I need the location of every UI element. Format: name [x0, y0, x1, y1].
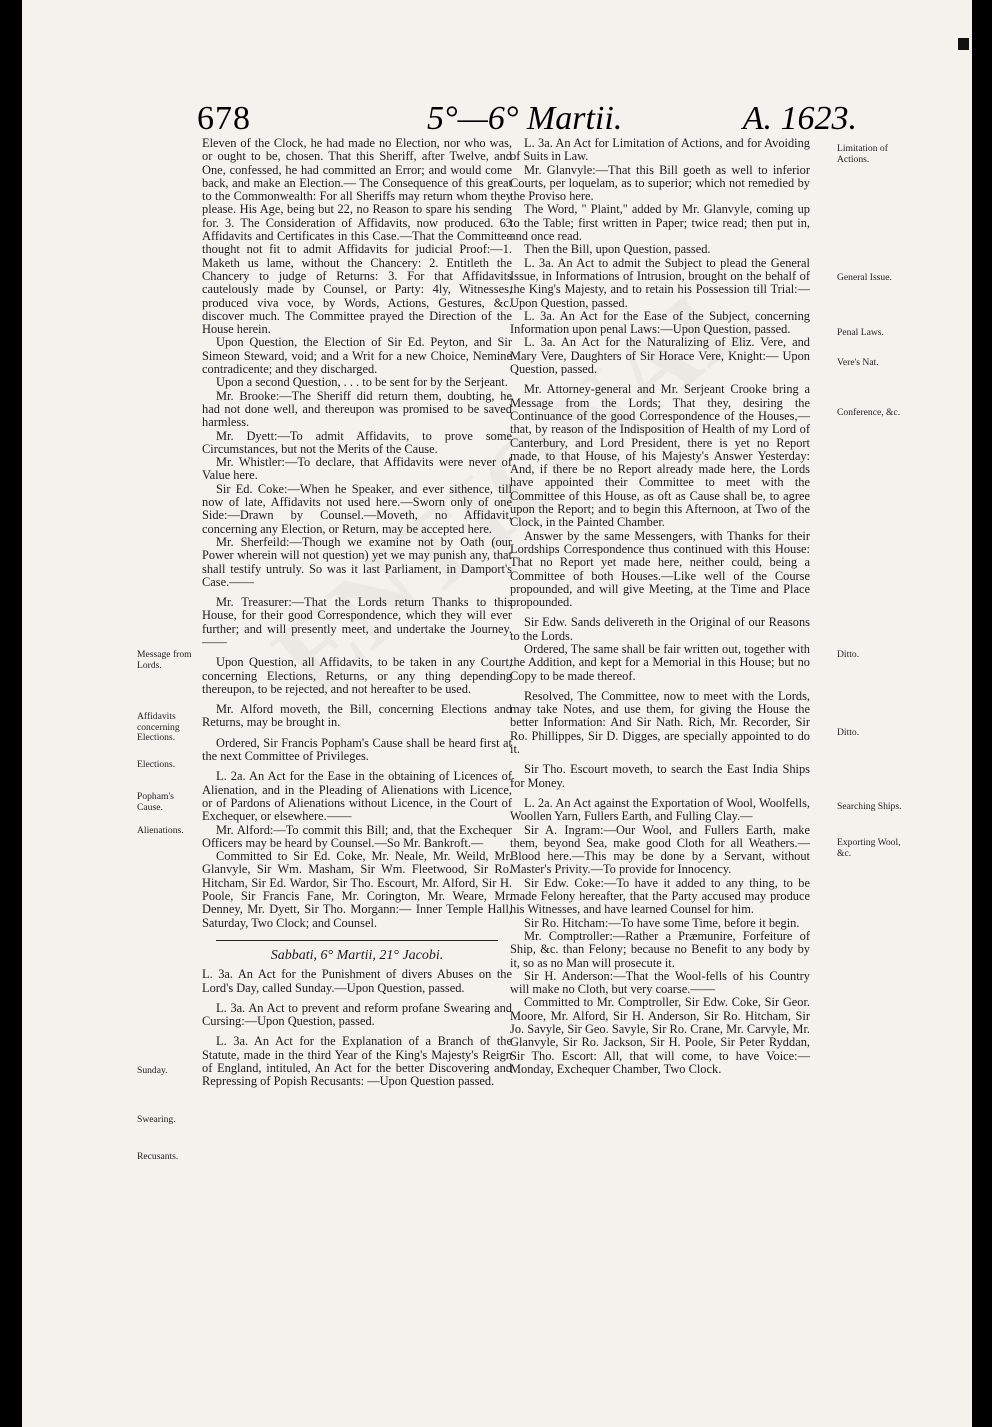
paragraph: L. 2a. An Act for the Ease in the obtaining of Licences of Alienation, and in the Pleading of Alienations with Licence, or of Pardons of Alienations without Licence, in the Court of Exchequer, or elsewhere.——: [202, 769, 512, 824]
paragraph: Then the Bill, upon Question, passed.: [524, 242, 711, 257]
paragraph: Sir Tho. Escourt moveth, to search the East India Ships for Money.: [510, 762, 810, 790]
paragraph: Mr. Glanvyle:—That this Bill goeth as well to inferior Courts, per loquelam, as to superior; which not remedied by the Proviso here.: [510, 162, 810, 204]
paragraph: Mr. Comptroller:—Rather a Præmunire, Forfeiture of Ship, &c. than Felony; because no Benefit to any body by it, so as no Man will prosecute it.: [510, 928, 810, 970]
paragraph: Mr. Alford moveth, the Bill, concerning Elections and Returns, may be brought in.: [202, 702, 512, 730]
paragraph: Sir Edw. Sands delivereth in the Original of our Reasons to the Lords.: [510, 615, 810, 643]
paragraph: L. 3a. An Act for the Explanation of a Branch of the Statute, made in the third Year of the King's Majesty's Reign of England, intituled, An Act for the better Discovering and Repressing of Popish Recusants: —Upon Question passed.: [202, 1034, 512, 1089]
margin-note: Recusants.: [137, 1151, 179, 1162]
margin-note: Alienations.: [137, 825, 184, 836]
margin-note: Penal Laws.: [837, 327, 884, 338]
paragraph: Upon Question, the Election of Sir Ed. Peyton, and Sir Simeon Steward, void; and a Writ for a new Choice, Nemine contradicente; and they discharged.: [202, 335, 512, 377]
margin-note: Exporting Wool, &c.: [837, 837, 901, 859]
margin-note: Affidavits concerning Elections.: [137, 711, 180, 743]
paragraph: Upon Question, all Affidavits, to be taken in any Court, concerning Elections, Returns, or any thing depending thereupon, to be rejected, and not hereafter to be used.: [202, 655, 512, 696]
paragraph: Sir Edw. Coke:—To have it added to any thing, to be made Felony hereafter, that the Party accused may produce his Witnesses, and have learned Counsel for him.: [510, 875, 810, 917]
margin-note: Ditto.: [837, 727, 860, 738]
binding-hole: [958, 38, 969, 50]
paragraph: Sir H. Anderson:—That the Wool-fells of his Country will make no Cloth, but very coarse.——: [510, 968, 810, 997]
margin-note: Message from Lords.: [137, 649, 192, 671]
paragraph: Mr. Whistler:—To declare, that Affidavits were never of Value here.: [202, 455, 512, 483]
paragraph: L. 2a. An Act against the Exportation of Wool, Woolfells, Woollen Yarn, Fullers Earth, and Fulling Clay.—: [510, 795, 810, 824]
paragraph: Sir Ro. Hitcham:—To have some Time, before it begin.: [524, 915, 800, 930]
paragraph: L. 3a. An Act for Limitation of Actions, and for Avoiding of Suits in Law.: [510, 136, 810, 164]
paragraph: Mr. Brooke:—The Sheriff did return them, doubting, he had not done well, and thereupon was promised to be saved harmless.: [202, 388, 512, 430]
paragraph: Mr. Dyett:—To admit Affidavits, to prove some Circumstances, but not the Merits of the Cause.: [202, 428, 512, 456]
paragraph: Ordered, The same shall be fair written out, together with the Addition, and kept for a Memorial in this House; but no Copy to be made thereof.: [510, 641, 810, 683]
paragraph: Committed to Sir Ed. Coke, Mr. Neale, Mr. Weild, Mr. Glanvyle, Sir Wm. Masham, Sir Wm. Fleetwood, Sir Ro. Hitcham, Sir Ed. Wardor, Sir Tho. Escourt, Mr. Alford, Sir H. Poole, Sir Francis Fane, Mr. Corington, Mr. Weare, Mr. Denney, Mr. Dyett, Sir Tho. Morgann:— Inner Temple Hall, Saturday, Two Clock; and Counsel.: [202, 849, 512, 930]
paragraph: Answer by the same Messengers, with Thanks for their Lordships Correspondence thus continued with this House: That no Report yet made here, neither could, being a Committee of both Houses.—Like well of the Course propounded, and will give Meeting, at the Time and Place propounded.: [510, 528, 810, 610]
paragraph: L. 3a. An Act to prevent and reform profane Swearing and Cursing:—Upon Question, passed.: [202, 1000, 512, 1029]
margin-note: Limitation of Actions.: [837, 143, 888, 165]
paragraph: The Word, " Plaint," added by Mr. Glanvyle, coming up to the Table; first written in Paper; twice read; then put in, and once read.: [510, 202, 810, 244]
page-number: 678: [197, 100, 251, 137]
paragraph: Sir Ed. Coke:—When he Speaker, and ever sithence, till now of late, Affidavits not used here.—Sworn only of one Side:—Drawn by Counsel.—Moveth, no Affidavit, concerning any Election, or Return, may be accepted here.: [202, 481, 512, 536]
paragraph: L. 3a. An Act to admit the Subject to plead the General Issue, in Informations of Intrusion, brought on the behalf of the King's Majesty, and to retain his Possession till Trial:—Upon Question, passed.: [510, 255, 810, 310]
margin-note: Searching Ships.: [837, 801, 902, 812]
paragraph: Eleven of the Clock, he had made no Election, nor who was, or ought to be, chosen. That this Sheriff, after Twelve, and One, confessed, he had committed an Error; and would come back, and make an Election.— The Consequence of this great to the Commonwealth: For all Sheriffs may return whom they please. His Age, being but 22, no Reason to spare his sending for. 3. The Consideration of Affidavits, now produced. 63 Affidavits and Certificates in this Case.—That the Committee thought not fit to admit Affidavits for judicial Proof:—1. Maketh us lame, without the Chancery: 2. Entitleth the Chancery to judge of Returns: 3. For that Affidavits cautelously made by Counsel, or Party: 4ly, Witnesses, produced viva voce, by Words, Actions, Gestures, &c. discover much. The Committee prayed the Direction of the House herein.: [202, 136, 512, 337]
margin-note: General Issue.: [837, 272, 892, 283]
margin-note: Conference, &c.: [837, 407, 901, 418]
right-column: [510, 137, 810, 1076]
paragraph: Sir A. Ingram:—Our Wool, and Fullers Earth, make them, beyond Sea, make good Cloth for all Weathers.— Blood here.—This may be done by a Servant, without Master's Privity.—To provide for Innocency.: [510, 822, 810, 877]
section-title: Sabbati, 6° Martii, 21° Jacobi.: [270, 947, 444, 963]
paragraph: Ordered, Sir Francis Popham's Cause shall be heard first at the next Committee of Privileges.: [202, 735, 512, 764]
margin-note: Swearing.: [137, 1114, 176, 1125]
paragraph: Mr. Treasurer:—That the Lords return Thanks to this House, for their good Correspondence, which they will ever further; and will presently meet, and undertake the Journey.——: [202, 595, 512, 649]
margin-note: Ditto.: [837, 649, 860, 660]
section-divider: [216, 940, 498, 941]
document-page: [22, 0, 972, 1427]
paragraph: Committed to Mr. Comptroller, Sir Edw. Coke, Sir Geor. Moore, Mr. Alford, Sir H. Anderson, Sir Ro. Hitcham, Sir Jo. Savyle, Sir Geo. Savyle, Sir Ro. Crane, Mr. Carvyle, Mr. Glanvyle, Sir Ro. Jackson, Sir H. Poole, Sir Peter Ryddan, Sir Tho. Escort: All, that will come, to have Voice:—Monday, Exchequer Chamber, Two Clock.: [510, 995, 810, 1076]
paragraph: L. 3a. An Act for the Ease of the Subject, concerning Information upon penal Laws:—Upon Question, passed.: [510, 308, 810, 337]
header-date: 5°—6° Martii.: [427, 100, 623, 137]
paragraph: Mr. Attorney-general and Mr. Serjeant Crooke bring a Message from the Lords; That they, desiring the Continuance of the good Correspondence of the Houses,— that, by reason of the Indisposition of Health of my Lord of Canterbury, and Lord President, there is yet no Report made, to that House, of his Majesty's Answer Yesterday: And, if there be no Report already made here, the Lords have appointed their Committee to meet with the Committee of this House, as oft as Cause shall be, to agree upon the Report; and to begin this Afternoon, at Two of the Clock, in the Painted Chamber.: [510, 382, 810, 530]
margin-note: Vere's Nat.: [837, 357, 879, 368]
margin-note: Popham's Cause.: [137, 791, 174, 813]
header-year: A. 1623.: [742, 100, 857, 137]
paragraph: L. 3a. An Act for the Punishment of divers Abuses on the Lord's Day, called Sunday.—Upon Question, passed.: [202, 967, 512, 995]
paragraph: Mr. Sherfeild:—Though we examine not by Oath (our Power wherein will not question) yet we may punish any, that shall testify untruly. So was it last Parliament, in Damport's Case.——: [202, 534, 512, 589]
margin-note: Sunday.: [137, 1065, 168, 1076]
paragraph: L. 3a. An Act for the Naturalizing of Eliz. Vere, and Mary Vere, Daughters of Sir Horace Vere, Knight:— Upon Question, passed.: [510, 335, 810, 377]
margin-note: Elections.: [137, 759, 176, 770]
paragraph: Resolved, The Committee, now to meet with the Lords, may take Notes, and use them, for giving the House the better Information: And Sir Nath. Rich, Mr. Recorder, Sir Ro. Phillippes, Sir D. Digges, are specially appointed to do it.: [510, 688, 810, 757]
paragraph: Upon a second Question, . . . to be sent for by the Serjeant.: [216, 375, 508, 390]
paragraph: Mr. Alford:—To commit this Bill; and, that the Exchequer Officers may be heard by Counsel.—So Mr. Bankroft.—: [202, 822, 512, 850]
left-column: [202, 137, 512, 1089]
